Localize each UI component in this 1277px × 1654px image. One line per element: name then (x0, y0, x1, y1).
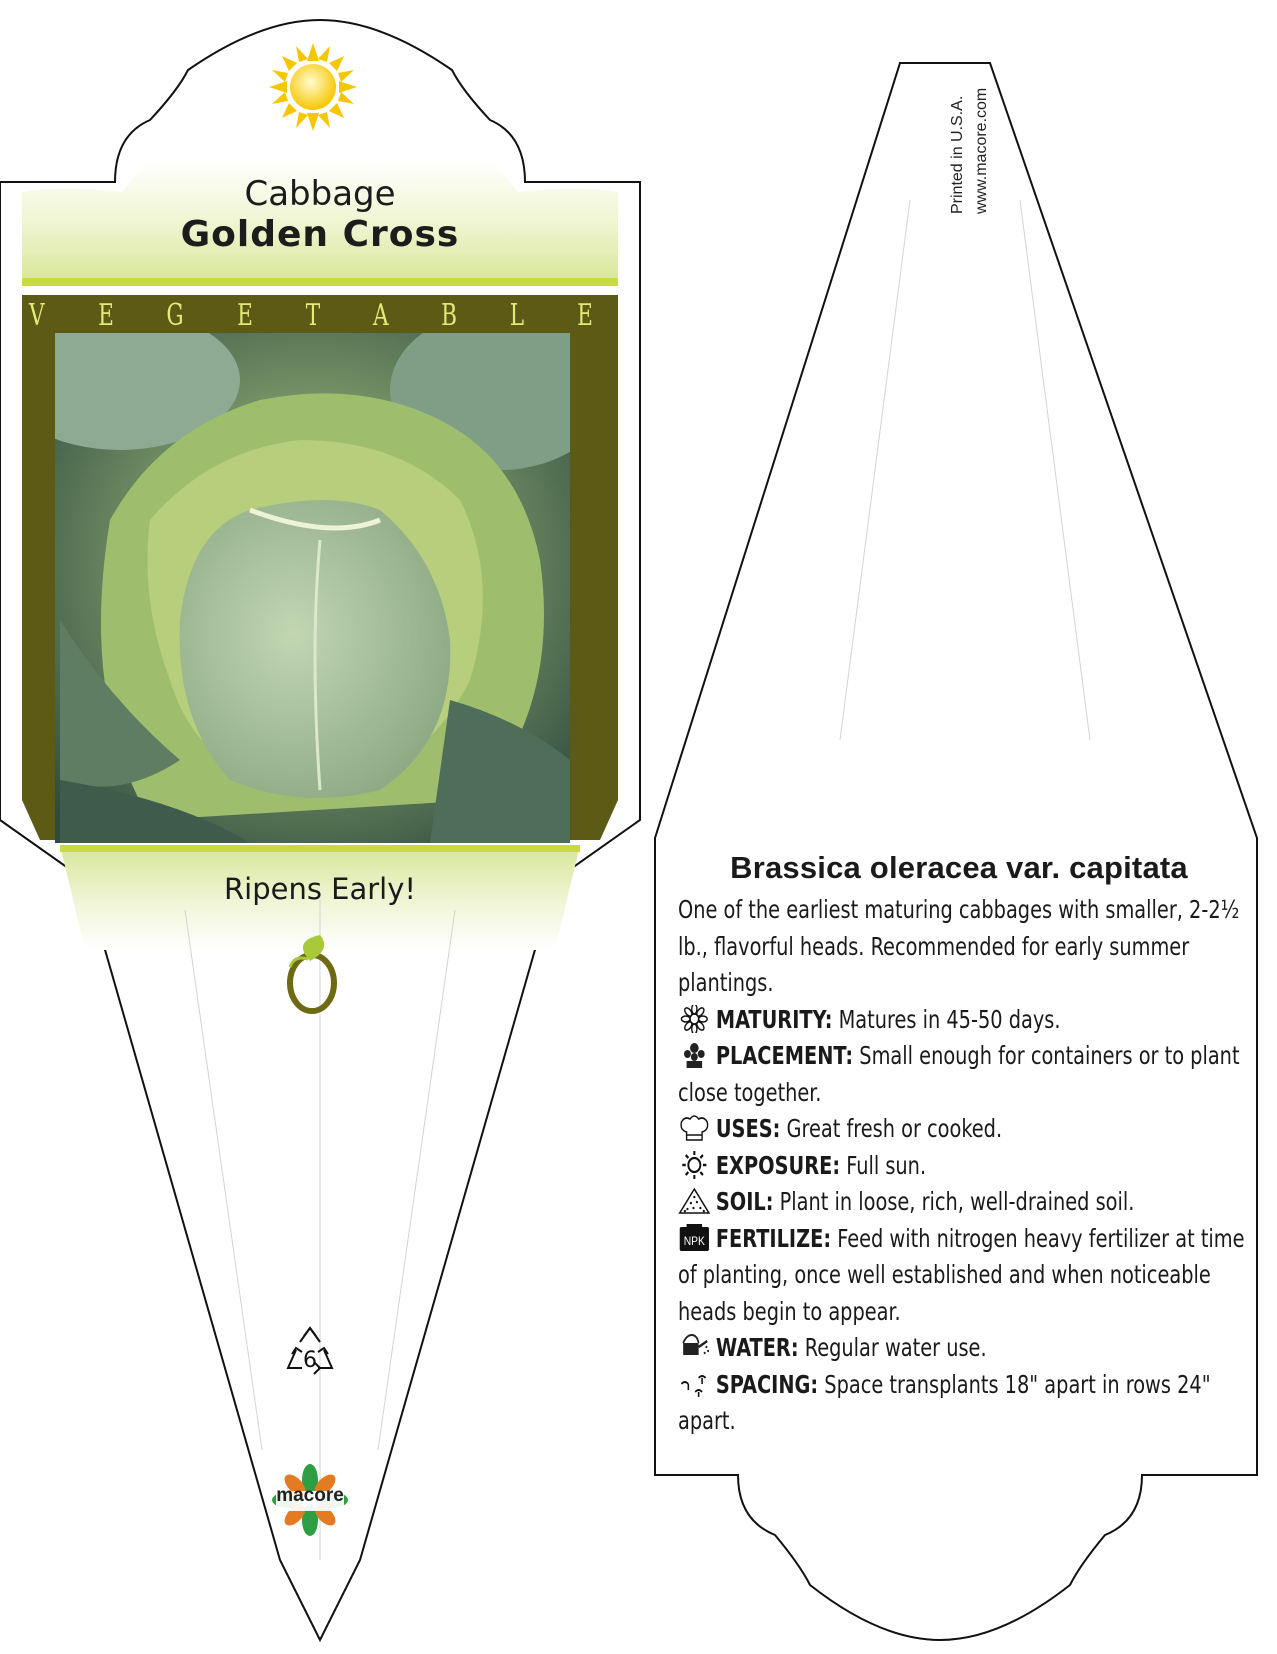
category-letter: E (97, 298, 114, 333)
attribute-soil: SOIL: Plant in loose, rich, well-drained soil. (678, 1184, 1246, 1221)
attribute-water: WATER: Regular water use. (678, 1330, 1246, 1367)
attribute-uses: USES: Great fresh or cooked. (678, 1111, 1246, 1148)
description: One of the earliest maturing cabbages with smaller, 2-2½ lb., flavorful heads. Recommended for early summer plantings. (678, 895, 1240, 997)
spacing-icon (678, 1370, 711, 1398)
attribute-spacing: SPACING: Space transplants 18" apart in rows 24" apart. (678, 1369, 1211, 1435)
watering-can-icon (678, 1333, 711, 1361)
category-letter: E (577, 298, 593, 333)
cabbage-photo (0, 310, 610, 843)
sun-icon (678, 1151, 711, 1179)
variety-name: Golden Cross (180, 214, 460, 255)
attribute-fertilize: NPK FERTILIZE: Feed with nitrogen heavy fertilizer at time of planting, once well established and when noticeable heads begin to appear. (678, 1223, 1245, 1326)
soil-icon (678, 1187, 711, 1215)
category-letter: G (166, 298, 184, 333)
care-info (678, 850, 1248, 1440)
chef-hat-icon (678, 1114, 711, 1142)
printed-in-usa: Printed in U.S.A. (949, 95, 966, 214)
npk-icon (678, 1224, 711, 1252)
attribute-maturity: MATURITY: Matures in 45-50 days. (678, 1002, 1246, 1039)
website-url: www.macore.com (973, 87, 990, 214)
botanical-name: Brassica oleracea var. capitata (730, 850, 1188, 885)
attribute-exposure: EXPOSURE: Full sun. (678, 1148, 1246, 1185)
common-name: Cabbage (244, 174, 396, 214)
brand-name: macore (276, 1485, 344, 1506)
attribute-placement: PLACEMENT: Small enough for containers or to plant close together. (678, 1041, 1240, 1107)
category-letter: B (441, 298, 458, 333)
category-letter: V (29, 298, 45, 333)
category-letter: E (237, 298, 253, 333)
category-letter: L (509, 298, 525, 333)
category-letter: A (372, 298, 389, 333)
tagline: Ripens Early! (223, 872, 417, 906)
maturity-icon (678, 1005, 711, 1033)
category-banner (26, 298, 596, 333)
svg-text:NPK: NPK (683, 1234, 705, 1248)
recycle-code: 6 (303, 1348, 317, 1373)
placement-icon (678, 1041, 711, 1069)
full-sun-icon (269, 43, 357, 131)
category-letter: T (305, 298, 321, 333)
